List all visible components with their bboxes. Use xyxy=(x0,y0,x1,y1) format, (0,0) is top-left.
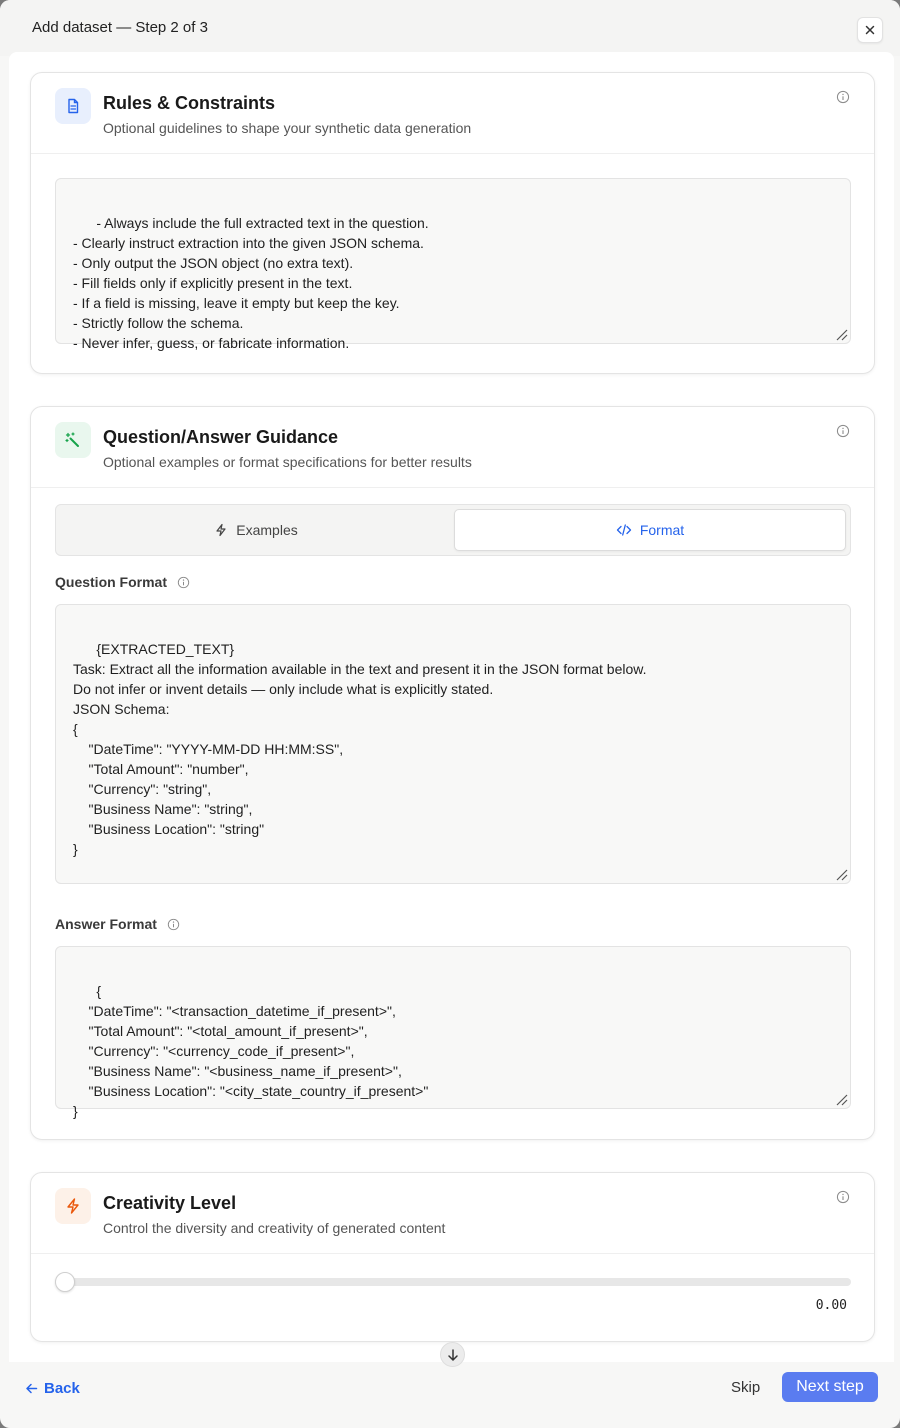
modal-header xyxy=(0,0,900,56)
modal-title: Add dataset — Step 2 of 3 xyxy=(32,19,208,36)
scroll-down-button[interactable] xyxy=(440,1342,465,1367)
close-icon xyxy=(864,24,876,36)
question-format-label-text: Question Format xyxy=(55,574,168,590)
info-icon[interactable] xyxy=(836,90,850,104)
arrow-left-icon xyxy=(25,1382,38,1395)
answer-format-textarea[interactable] xyxy=(55,946,851,1119)
info-icon[interactable] xyxy=(167,918,180,931)
question-format-text: {EXTRACTED_TEXT} Task: Extract all the information available in the text and present it in the JSON format below. Do not infer or invent details — only include what is explicitly stated. JSON Schema: { "DateTime": "YYYY-MM-DD HH:MM:SS", "Total Amount": "number", "Currency": "string", "Business Name": "string", "Business Location": "string" } xyxy=(73,641,647,857)
magic-wand-icon xyxy=(55,422,91,458)
question-format-textarea[interactable] xyxy=(55,604,851,884)
guidance-card-header xyxy=(31,407,874,488)
creativity-card xyxy=(30,1172,875,1342)
rules-card xyxy=(30,72,875,374)
creativity-value: 0.00 xyxy=(815,1298,847,1313)
question-format-label xyxy=(55,574,190,590)
next-step-button[interactable]: Next step xyxy=(782,1372,878,1402)
rules-title: Rules & Constraints xyxy=(103,93,276,113)
rules-text: - Always include the full extracted text in the question. - Clearly instruct extraction into the given JSON schema. - Only output the JSON object (no extra text). - Fill fields only if explicitly present in the text. - If a field is missing, leave it empty but keep the key. - Strictly follow the schema. - Never infer, guess, or fabricate information. xyxy=(73,215,429,351)
answer-format-label-text: Answer Format xyxy=(55,916,157,932)
resize-handle-icon[interactable] xyxy=(834,327,848,341)
creativity-subtitle: Control the diversity and creativity of generated content xyxy=(103,1220,446,1236)
guidance-subtitle: Optional examples or format specifications for better results xyxy=(103,454,472,470)
resize-handle-icon[interactable] xyxy=(834,1092,848,1106)
rules-textarea[interactable] xyxy=(55,178,851,351)
tab-format-label: Format xyxy=(639,522,685,538)
close-button[interactable] xyxy=(857,17,883,43)
tab-examples-label: Examples xyxy=(236,522,298,538)
creativity-slider-thumb[interactable] xyxy=(55,1272,75,1292)
resize-handle-icon[interactable] xyxy=(834,867,848,881)
tab-format[interactable] xyxy=(454,509,846,551)
guidance-card xyxy=(30,406,875,1140)
arrow-down-icon xyxy=(446,1348,460,1362)
creativity-title: Creativity Level xyxy=(103,1193,237,1213)
skip-button[interactable]: Skip xyxy=(731,1379,761,1396)
document-icon xyxy=(55,88,91,124)
back-button-label: Back xyxy=(44,1379,80,1397)
info-icon[interactable] xyxy=(836,1190,850,1204)
info-icon[interactable] xyxy=(177,576,190,589)
answer-format-text: { "DateTime": "<transaction_datetime_if_present>", "Total Amount": "<total_amount_if_present>", "Currency": "<currency_code_if_present>", "Business Name": "<business_name_if_present>", "Business Location": "<city_state_country_if_present>" } xyxy=(73,983,429,1119)
guidance-title: Question/Answer Guidance xyxy=(103,427,339,447)
answer-format-label xyxy=(55,916,180,932)
tab-examples[interactable] xyxy=(60,509,452,551)
creativity-card-header xyxy=(31,1173,874,1254)
back-button[interactable] xyxy=(25,1378,80,1398)
info-icon[interactable] xyxy=(836,424,850,438)
lightning-icon xyxy=(214,523,228,537)
guidance-tabs xyxy=(55,504,851,556)
rules-subtitle: Optional guidelines to shape your synthetic data generation xyxy=(103,120,472,136)
code-icon xyxy=(616,523,632,537)
rules-card-header xyxy=(31,73,874,154)
lightning-icon xyxy=(55,1188,91,1224)
creativity-slider-track[interactable] xyxy=(55,1278,851,1286)
